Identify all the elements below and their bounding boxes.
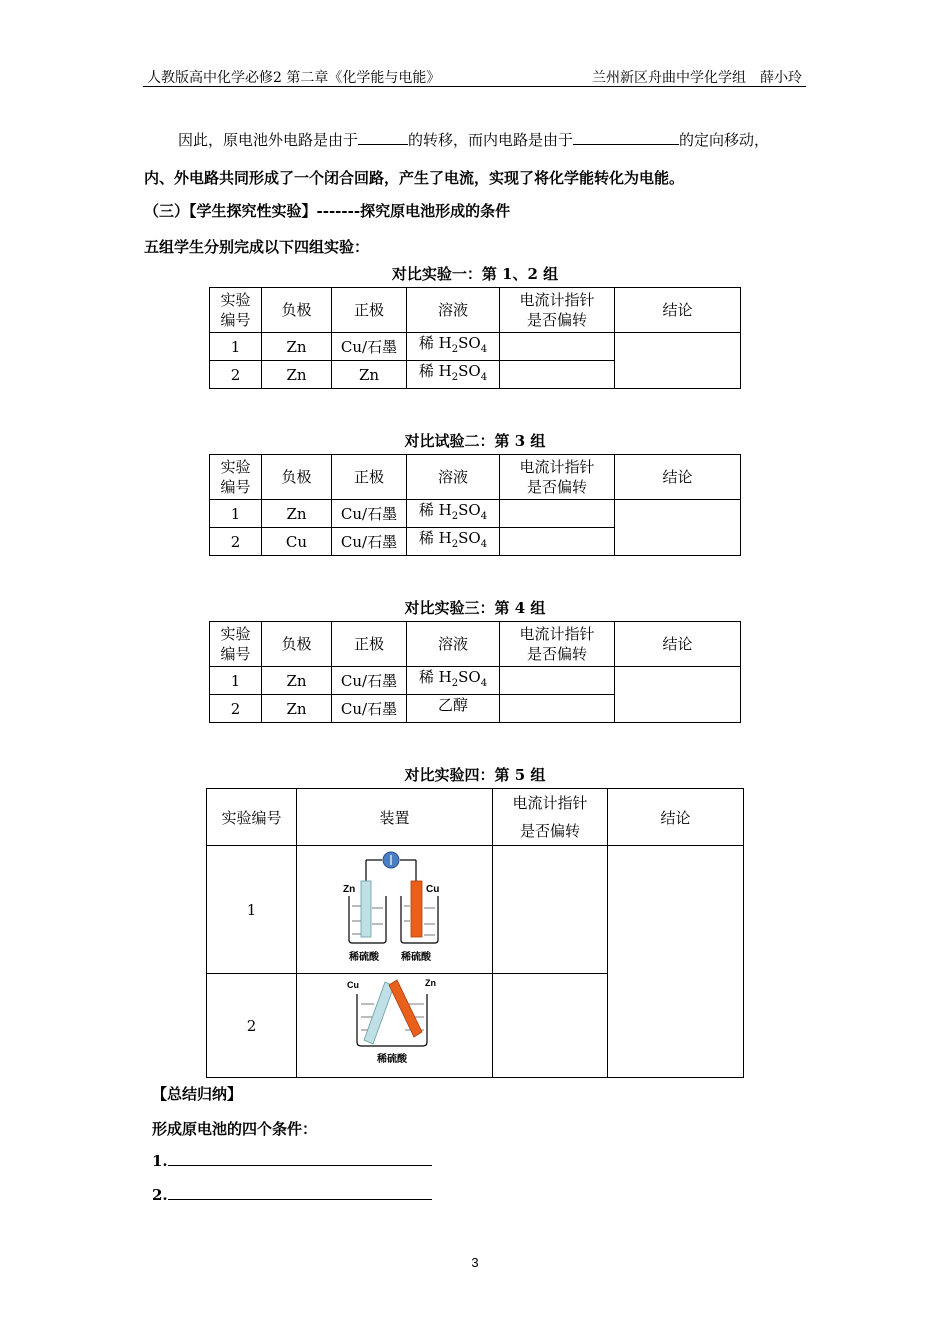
fig2-zn-label: Zn <box>425 978 436 988</box>
cell-positive: Zn <box>332 361 407 389</box>
header-negative: 负极 <box>262 288 332 333</box>
header-exp-no: 实验 编号 <box>210 288 262 333</box>
header-meter: 电流计指针 是否偏转 <box>500 455 615 500</box>
cell-meter <box>500 528 615 556</box>
conditions-title: 形成原电池的四个条件： <box>152 1120 318 1138</box>
cell-solution: 稀 $H_2SO_4$ <box>407 333 500 361</box>
t4-header-no: 实验编号 <box>207 789 297 846</box>
cell-exp-no: 2 <box>210 361 262 389</box>
cell-solution: 稀 $H_2SO_4$ <box>407 500 500 528</box>
header-exp-no: 实验 编号 <box>210 622 262 667</box>
header-negative: 负极 <box>262 622 332 667</box>
cell-exp-no: 2 <box>210 695 262 723</box>
cell-solution: 稀 $H_2SO_4$ <box>407 528 500 556</box>
summary-title: 【总结归纳】 <box>152 1085 243 1103</box>
cell-solution: 稀 $H_2SO_4$ <box>407 667 500 695</box>
cell-negative: Zn <box>262 695 332 723</box>
cell-exp-no: 1 <box>210 667 262 695</box>
fig1-cu-label: Cu <box>426 884 440 895</box>
fig1-acid-left: 稀硫酸 <box>349 952 379 963</box>
copper-electrode-tilted <box>364 982 394 1044</box>
table-row <box>210 667 741 695</box>
cell-negative: Zn <box>262 333 332 361</box>
table-2-title: 对比试验二：第 3 组 <box>404 432 546 450</box>
cell-solution: 乙醇 <box>407 695 500 723</box>
blank-1 <box>358 130 408 145</box>
page-header <box>143 64 806 87</box>
cell-positive: Cu/石墨 <box>332 500 407 528</box>
t4-row2-device <box>297 974 493 1078</box>
cell-negative: Cu <box>262 528 332 556</box>
header-solution: 溶液 <box>407 455 500 500</box>
cell-meter <box>500 333 615 361</box>
header-negative: 负极 <box>262 455 332 500</box>
condition-item-1: 1. <box>152 1151 432 1170</box>
t4-row2-meter <box>493 974 608 1078</box>
cell-solution: 稀 $H_2SO_4$ <box>407 361 500 389</box>
t4-header-conclusion: 结论 <box>608 789 744 846</box>
table-row <box>210 500 741 528</box>
zinc-electrode <box>361 881 371 937</box>
header-left: 人教版高中化学必修2 第二章《化学能与电能》 <box>147 70 441 86</box>
header-exp-no: 实验 编号 <box>210 455 262 500</box>
intro-line-2: 内、外电路共同形成了一个闭合回路，产生了电流，实现了将化学能转化为电能。 <box>144 169 685 187</box>
t4-header-device: 装置 <box>297 789 493 846</box>
fig1-zn-label: Zn <box>343 884 356 895</box>
header-meter: 电流计指针 是否偏转 <box>500 622 615 667</box>
cell-exp-no: 2 <box>210 528 262 556</box>
cell-positive: Cu/石墨 <box>332 333 407 361</box>
header-positive: 正极 <box>332 288 407 333</box>
cell-exp-no: 1 <box>210 333 262 361</box>
t4-row1-device <box>297 846 493 974</box>
cell-conclusion <box>615 333 741 389</box>
table-4-title: 对比实验四：第 5 组 <box>404 766 546 784</box>
table-row <box>210 333 741 361</box>
header-solution: 溶液 <box>407 288 500 333</box>
fig1-acid-right: 稀硫酸 <box>401 952 431 963</box>
header-meter: 电流计指针 是否偏转 <box>500 288 615 333</box>
section-3-title: （三）【学生探究性实验】-------探究原电池形成的条件 <box>144 202 511 220</box>
cell-conclusion <box>615 500 741 556</box>
cell-negative: Zn <box>262 667 332 695</box>
table-3-title: 对比实验三：第 4 组 <box>404 599 546 617</box>
galvanic-cell-figure-2 <box>297 974 492 1077</box>
cell-meter <box>500 361 615 389</box>
header-right: 兰州新区舟曲中学化学组 薛小玲 <box>592 70 802 86</box>
cell-exp-no: 1 <box>210 500 262 528</box>
cell-positive: Cu/石墨 <box>332 695 407 723</box>
header-conclusion: 结论 <box>615 622 741 667</box>
experiment-table-4 <box>206 788 744 1078</box>
experiment-table-1 <box>209 287 741 389</box>
galvanic-cell-figure-1 <box>297 846 492 973</box>
groups-line: 五组学生分别完成以下四组实验： <box>144 238 370 256</box>
t4-header-meter: 电流计指针 是否偏转 <box>493 789 608 846</box>
zinc-electrode-tilted <box>389 980 422 1037</box>
header-positive: 正极 <box>332 622 407 667</box>
page-number: 3 <box>471 1255 479 1270</box>
cell-positive: Cu/石墨 <box>332 667 407 695</box>
condition-blank-1 <box>168 1151 432 1166</box>
cell-meter <box>500 500 615 528</box>
condition-blank-2 <box>168 1185 432 1200</box>
cell-conclusion <box>615 667 741 723</box>
cell-meter <box>500 695 615 723</box>
t4-row2-no: 2 <box>207 974 297 1078</box>
cell-meter <box>500 667 615 695</box>
header-solution: 溶液 <box>407 622 500 667</box>
fig2-cu-label: Cu <box>347 980 359 990</box>
blank-2 <box>573 130 679 145</box>
experiment-table-3 <box>209 621 741 723</box>
t4-row1-no: 1 <box>207 846 297 974</box>
copper-electrode <box>411 881 422 937</box>
cell-negative: Zn <box>262 500 332 528</box>
t4-row1-meter <box>493 846 608 974</box>
table-1-title: 对比实验一：第 1、2 组 <box>391 265 559 283</box>
header-conclusion: 结论 <box>615 455 741 500</box>
intro-line-1: 因此，原电池外电路是由于 的转移，而内电路是由于 的定向移动， <box>178 131 770 149</box>
header-conclusion: 结论 <box>615 288 741 333</box>
cell-positive: Cu/石墨 <box>332 528 407 556</box>
condition-item-2: 2. <box>152 1185 432 1204</box>
t4-conclusion-cell <box>608 846 744 1078</box>
experiment-table-2 <box>209 454 741 556</box>
fig2-acid-label: 稀硫酸 <box>377 1054 407 1065</box>
header-positive: 正极 <box>332 455 407 500</box>
cell-negative: Zn <box>262 361 332 389</box>
